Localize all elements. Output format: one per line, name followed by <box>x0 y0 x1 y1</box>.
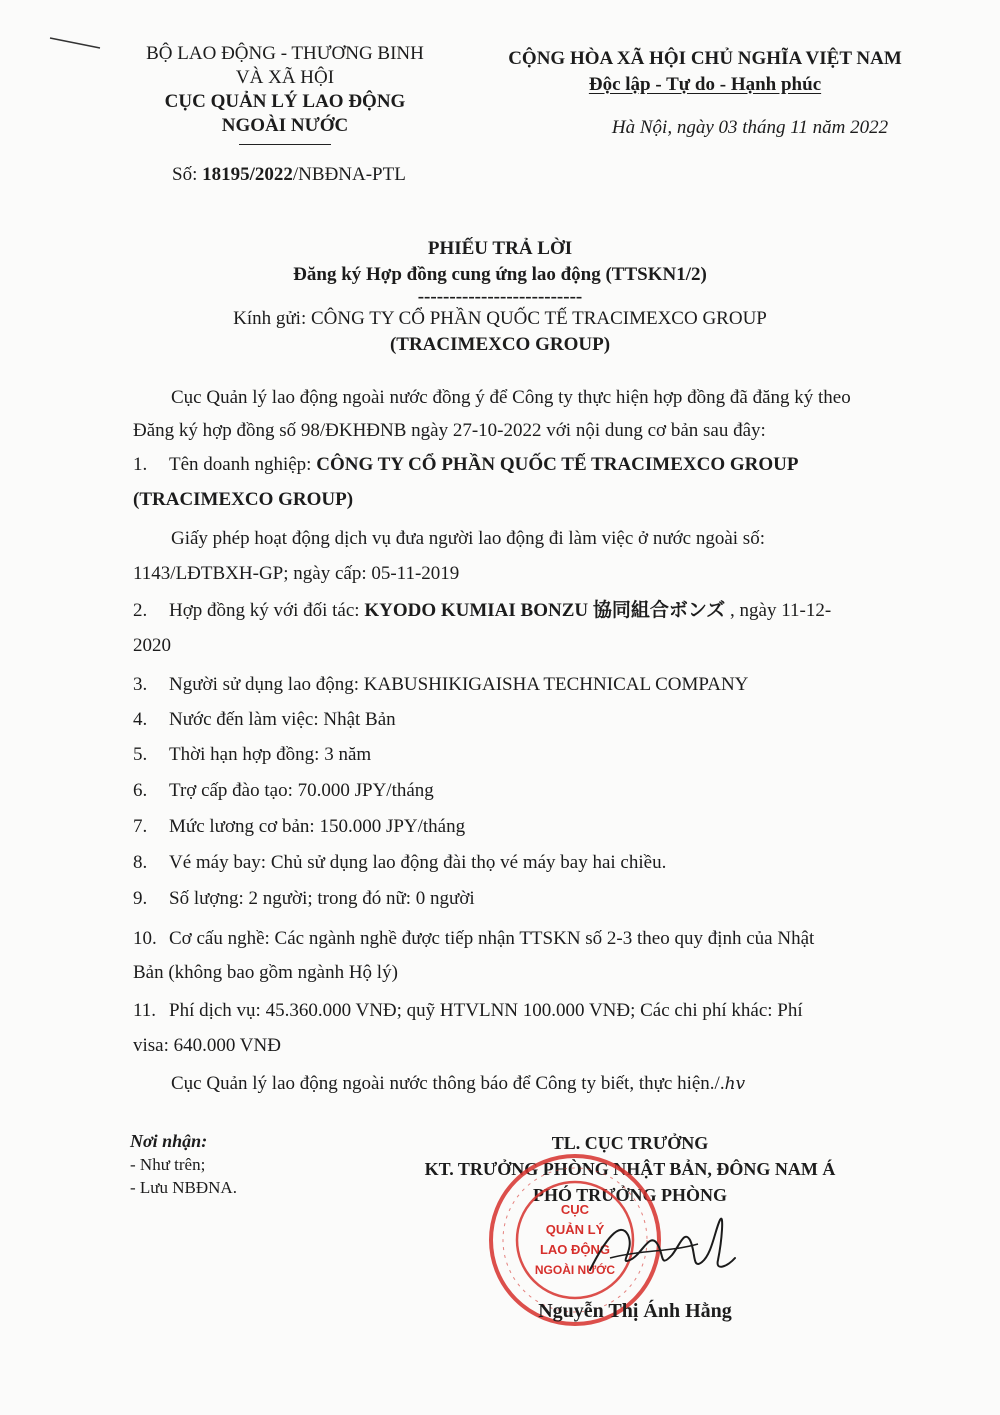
item-number: 3. <box>133 674 148 695</box>
item-text: Thời hạn hợp đồng: 3 năm <box>169 744 372 765</box>
item-number: 8. <box>133 852 148 873</box>
document-title: PHIẾU TRẢ LỜI <box>427 238 573 259</box>
item-number: 9. <box>133 888 148 909</box>
ministry-name: BỘ LAO ĐỘNG - THƯƠNG BINH <box>146 43 424 64</box>
item-number: 4. <box>133 709 148 730</box>
item-10-line2: Bản (không bao gồm ngành Hộ lý) <box>133 962 398 983</box>
document-number <box>172 164 406 186</box>
title-divider: -------------------------- <box>417 286 583 307</box>
item-1 <box>133 453 873 477</box>
company-name: CÔNG TY CỔ PHẦN QUỐC TẾ TRACIMEXCO GROUP <box>316 454 799 475</box>
item-label: Hợp đồng ký với đối tác: <box>169 600 365 621</box>
country-name: CỘNG HÒA XÃ HỘI CHỦ NGHĨA VIỆT NAM <box>508 48 902 69</box>
item-label: Tên doanh nghiệp: <box>169 454 317 475</box>
signature-title-3: PHÓ TRƯỞNG PHÒNG <box>532 1185 727 1205</box>
seal-text: CỤC <box>560 1202 590 1217</box>
item-number: 11. <box>133 1000 157 1021</box>
department-name-line2: NGOÀI NƯỚC <box>221 115 349 136</box>
item-10 <box>133 927 893 951</box>
item-8 <box>133 851 873 875</box>
document-number-suffix: /NBĐNA-PTL <box>292 164 406 185</box>
signature-title-1: TL. CỤC TRƯỞNG <box>551 1133 709 1153</box>
item-number: 7. <box>133 816 148 837</box>
document-subtitle: Đăng ký Hợp đồng cung ứng lao động (TTSKN1/2) <box>293 264 707 285</box>
intro-paragraph: Cục Quản lý lao động ngoài nước đồng ý để Công ty thực hiện hợp đồng đã đăng ký theo Đăng ký hợp đồng số 98/ĐKHĐNB ngày 27-10-2022 với nội dung cơ bản sau đây: <box>133 387 851 441</box>
seal-text: LAO ĐỘNG <box>539 1242 611 1257</box>
item-3 <box>133 673 873 697</box>
item-number: 1. <box>133 454 148 475</box>
item-9 <box>133 887 873 911</box>
contract-date: , ngày 11-12- <box>725 600 832 621</box>
item-6 <box>133 779 873 803</box>
header-divider <box>239 144 331 145</box>
item-text: Trợ cấp đào tạo: 70.000 JPY/tháng <box>169 780 434 801</box>
department-name: CỤC QUẢN LÝ LAO ĐỘNG <box>164 91 406 112</box>
item-7 <box>133 815 873 839</box>
item-text: Vé máy bay: Chủ sử dụng lao động đài thọ vé máy bay hai chiều. <box>169 852 667 873</box>
item-text: Mức lương cơ bản: 150.000 JPY/tháng <box>169 816 466 837</box>
recipients-heading: Nơi nhận: <box>130 1131 208 1151</box>
issuer-header <box>120 42 450 145</box>
recipient-line: Kính gửi: CÔNG TY CỔ PHẦN QUỐC TẾ TRACIMEXCO GROUP <box>233 308 767 329</box>
item-text: Phí dịch vụ: 45.360.000 VNĐ; quỹ HTVLNN 100.000 VNĐ; Các chi phí khác: Phí <box>169 1000 803 1021</box>
recipient-item: - Lưu NBĐNA. <box>130 1178 237 1197</box>
recipient-item: - Như trên; <box>130 1155 206 1174</box>
item-5 <box>133 743 873 767</box>
signer-name: Nguyễn Thị Ánh Hằng <box>538 1300 732 1322</box>
title-block <box>130 236 870 358</box>
partner-name: KYODO KUMIAI BONZU 協同組合ボンズ <box>364 600 726 621</box>
item-4 <box>133 708 873 732</box>
recipients-block <box>130 1130 237 1199</box>
item-number: 5. <box>133 744 148 765</box>
item-text: Cơ cấu nghề: Các ngành nghề được tiếp nhận TTSKN số 2-3 theo quy định của Nhật <box>169 928 815 949</box>
item-text: Nước đến làm việc: Nhật Bản <box>169 709 396 730</box>
recipient-short: (TRACIMEXCO GROUP) <box>389 334 611 355</box>
item-number: 2. <box>133 600 148 621</box>
ministry-name-line2: VÀ XÃ HỘI <box>235 67 335 88</box>
license-line: Giấy phép hoạt động dịch vụ đưa người lao động đi làm việc ở nước ngoài số: <box>171 528 765 549</box>
item-number: 10. <box>133 928 157 949</box>
item-2 <box>133 599 873 623</box>
item-11 <box>133 999 893 1023</box>
national-header <box>480 46 930 98</box>
license-line2: 1143/LĐTBXH-GP; ngày cấp: 05-11-2019 <box>133 563 460 584</box>
document-number-value: 18195/2022 <box>202 164 293 185</box>
handwritten-signature-icon <box>580 1200 740 1290</box>
item-text: Số lượng: 2 người; trong đó nữ: 0 người <box>169 888 475 909</box>
scan-mark-icon <box>48 32 108 62</box>
item-number: 6. <box>133 780 148 801</box>
closing-line <box>133 1072 911 1096</box>
closing-text: Cục Quản lý lao động ngoài nước thông báo để Công ty biết, thực hiện./. <box>171 1073 725 1094</box>
contract-date-year: 2020 <box>133 635 171 656</box>
document-number-prefix: Số: <box>172 164 203 185</box>
item-text: Người sử dụng lao động: KABUSHIKIGAISHA TECHNICAL COMPANY <box>169 674 749 695</box>
signature-title-2: KT. TRƯỞNG PHÒNG NHẬT BẢN, ĐÔNG NAM Á <box>424 1159 836 1179</box>
item-11-line2: visa: 640.000 VNĐ <box>133 1035 281 1056</box>
seal-text: NGOÀI NƯỚC <box>534 1263 616 1277</box>
issue-date: Hà Nội, ngày 03 tháng 11 năm 2022 <box>611 117 889 138</box>
company-short-name: (TRACIMEXCO GROUP) <box>133 489 354 510</box>
closing-initial: hv <box>724 1074 746 1094</box>
seal-text: QUẢN LÝ <box>545 1222 605 1237</box>
national-motto: Độc lập - Tự do - Hạnh phúc <box>588 74 822 95</box>
